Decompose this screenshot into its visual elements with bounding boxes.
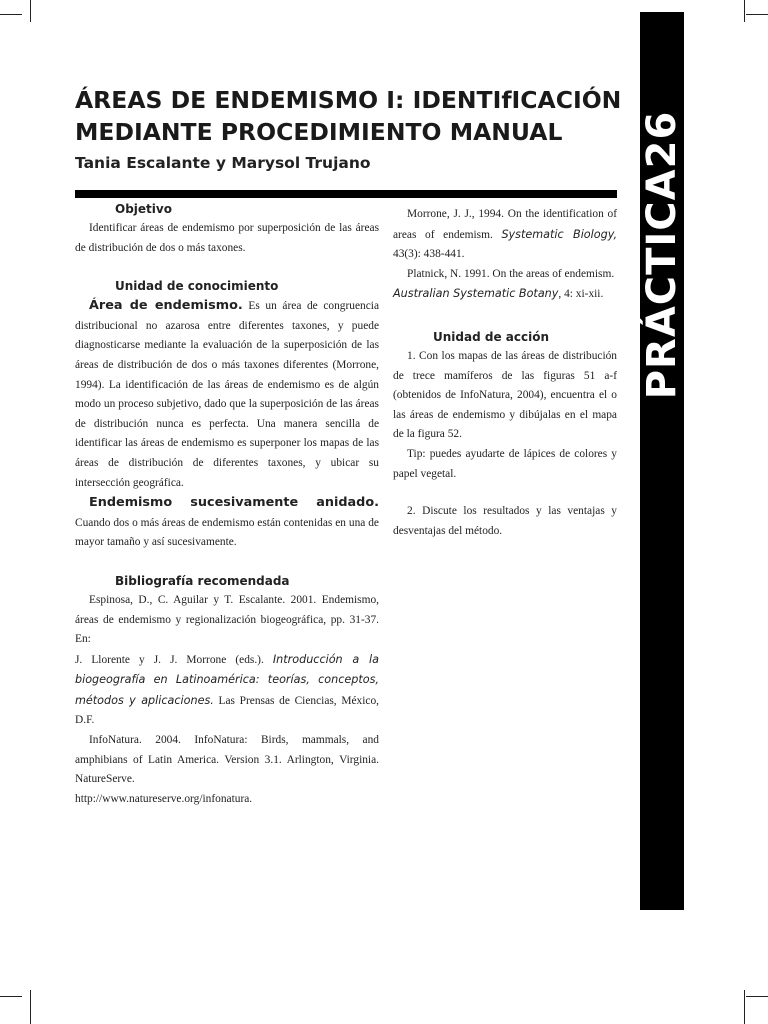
area-endemismo-paragraph: [75, 296, 379, 493]
authors: Tania Escalante y Marysol Trujano: [75, 154, 371, 172]
crop-mark: [746, 14, 768, 15]
reference-infonatura-url: http://www.natureserve.org/infonatura.: [75, 792, 253, 805]
crop-mark: [744, 990, 745, 1024]
reference-llorente-book: Introducción a la biogeografía en Latinoamérica: teorías, conceptos, métodos y aplicaciones.: [75, 652, 379, 707]
reference-platnick-journal-line: [393, 284, 617, 305]
objetivo-heading: Objetivo: [115, 202, 172, 216]
crop-mark: [746, 996, 768, 997]
unidad-accion-heading: Unidad de acción: [433, 329, 549, 344]
crop-mark: [0, 14, 22, 15]
endemismo-anidado-paragraph: [75, 493, 379, 553]
reference-platnick: Platnick, N. 1991. On the areas of endemism.: [407, 267, 615, 280]
crop-mark: [0, 996, 22, 997]
endemismo-anidado-term: Endemismo sucesivamente anidado.: [89, 495, 379, 511]
bibliografia-heading: Bibliografía recomendada: [115, 573, 290, 588]
reference-espinosa: Espinosa, D., C. Aguilar y T. Escalante. 2001. Endemismo, áreas de endemismo y regionalización biogeográfica, pp. 31-37. En:: [75, 593, 379, 646]
unidad-conocimiento-heading: Unidad de conocimiento: [115, 279, 279, 294]
crop-mark: [30, 990, 31, 1024]
reference-morrone-text: Morrone, J. J., 1994. On the identification of areas of endemism.: [393, 208, 617, 241]
reference-platnick-journal: Australian Systematic Botany: [393, 287, 559, 301]
accion-item-1: 1. Con los mapas de las áreas de distribución de trece mamíferos de las figuras 51 a-f (obtenidos de InfoNatura, 2004), encuentra el o las áreas de endemismo y dibújalas en el mapa de la figura 52.: [393, 349, 617, 441]
reference-morrone-volume: 43(3): 438-441.: [393, 248, 465, 261]
reference-llorente-editors: J. Llorente y J. J. Morrone (eds.).: [75, 653, 273, 666]
crop-mark: [744, 0, 745, 22]
accion-item-2: 2. Discute los resultados y las ventajas y desventajas del método.: [393, 505, 617, 537]
area-endemismo-text: Es un área de congruencia distribucional no azarosa entre diferentes taxones, y puede diagnosticarse mediante la evaluación de la superposición de las áreas de distribución de dos o más taxones diferentes (Morrone, 1994). La identificación de las áreas de endemismo es de algún modo un proceso subjetivo, dado que la superposición de las áreas de distribución nunca es perfecta. Una manera sencilla de identificar las áreas de endemismo es superponer los mapas de las áreas de distribución de diferentes taxones, y ubicar su intersección geográfica.: [75, 300, 380, 489]
reference-infonatura: InfoNatura. 2004. InfoNatura: Birds, mammals, and amphibians of Latin America. Version 3.1. Arlington, Virginia. NatureServe.: [75, 734, 379, 786]
accion-tip: Tip: puedes ayudarte de lápices de colores y papel vegetal.: [393, 447, 617, 480]
reference-llorente-publisher: Las Prensas de Ciencias, México, D.F.: [75, 694, 379, 727]
left-column: [75, 199, 379, 809]
reference-llorente: [75, 650, 379, 731]
objetivo-text: Identificar áreas de endemismo por superposición de las áreas de distribución de dos o más taxones.: [75, 222, 379, 254]
right-column: [393, 205, 617, 541]
practice-number-label: PRÁCTICA26: [639, 110, 685, 400]
reference-morrone-journal: Systematic Biology,: [501, 227, 618, 241]
reference-platnick-volume: , 4: xi-xii.: [558, 288, 604, 301]
area-endemismo-term: Área de endemismo.: [89, 298, 243, 314]
endemismo-anidado-text: Cuando dos o más áreas de endemismo están contenidas en una de mayor tamaño y así sucesivamente.: [75, 516, 379, 549]
page-title: ÁREAS DE ENDEMISMO I: IDENTIfICACIÓN MEDIANTE PROCEDIMIENTO MANUAL: [75, 86, 622, 146]
title-rule: [75, 190, 617, 198]
reference-morrone: [393, 205, 617, 265]
crop-mark: [30, 0, 31, 22]
